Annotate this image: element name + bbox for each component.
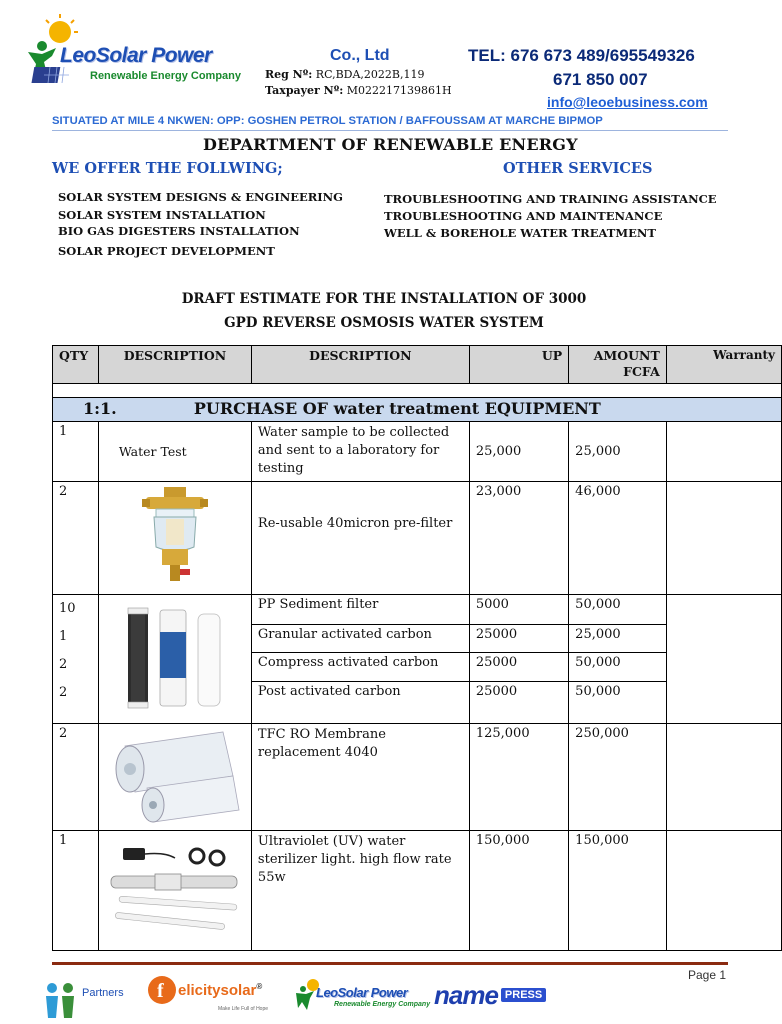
offer-list — [58, 188, 343, 260]
offer-item: SOLAR PROJECT DEVELOPMENT — [58, 244, 275, 258]
up-cell: 5000 — [469, 595, 568, 625]
company-suffix: Co., Ltd — [330, 47, 390, 64]
prefilter-image — [140, 485, 210, 587]
header-amount-label: AMOUNT — [593, 348, 660, 363]
up-cell: 25,000 — [469, 422, 568, 482]
header-up: UP — [469, 346, 568, 384]
uv-sterilizer-image — [105, 834, 245, 944]
telephone-line-2: 671 850 007 — [553, 70, 648, 89]
service-item: TROUBLESHOOTING AND MAINTENANCE — [384, 209, 663, 223]
footer-divider — [52, 962, 728, 965]
warranty-cell — [666, 482, 781, 595]
offer-item: SOLAR SYSTEM DESIGNS & ENGINEERING — [58, 190, 344, 204]
logo-title: LeoSolar Power — [60, 44, 212, 67]
table-row — [53, 422, 782, 482]
section-row — [53, 398, 782, 422]
qty-cell: 1 — [53, 422, 99, 482]
qty-value: 2 — [59, 685, 68, 700]
reg-value: RC,BDA,2022B,119 — [315, 68, 425, 81]
table-row — [53, 831, 782, 951]
header-amount — [569, 346, 667, 384]
header-divider — [52, 130, 728, 131]
item-image-cell — [98, 595, 251, 724]
up-cell: 150,000 — [469, 831, 568, 951]
item-image-cell — [98, 724, 251, 831]
amount-cell: 250,000 — [569, 724, 667, 831]
offer-item: BIO GAS DIGESTERS INSTALLATION — [58, 224, 300, 238]
amount-cell: 50,000 — [569, 682, 667, 724]
item-cell: Water Test — [98, 422, 251, 482]
header-qty: QTY — [53, 346, 99, 384]
ro-membrane-image — [105, 726, 245, 824]
reg-label: Reg Nº: — [265, 68, 313, 81]
spacer-row — [53, 384, 782, 398]
partners-icon — [42, 978, 78, 1024]
header-description-1: DESCRIPTION — [98, 346, 251, 384]
other-services-list — [384, 191, 717, 242]
amount-cell: 50,000 — [569, 595, 667, 625]
namepress-logo — [434, 980, 546, 1011]
up-cell: 23,000 — [469, 482, 568, 595]
amount-cell: 46,000 — [569, 482, 667, 595]
amount-cell: 50,000 — [569, 653, 667, 682]
table-row — [53, 595, 782, 625]
other-services-title: OTHER SERVICES — [503, 160, 653, 177]
taxpayer-label: Taxpayer Nº: — [265, 84, 344, 97]
svg-text:f: f — [157, 980, 164, 1002]
qty-cell: 2 — [53, 482, 99, 595]
logo-subtitle: Renewable Energy Company — [90, 70, 241, 82]
namepress-name: name — [434, 980, 498, 1010]
address-line: SITUATED AT MILE 4 NKWEN: OPP: GOSHEN PETROL STATION / BAFFOUSSAM AT MARCHE BIPMOP — [52, 115, 603, 127]
amount-cell: 150,000 — [569, 831, 667, 951]
estimate-table — [52, 345, 782, 951]
service-item: TROUBLESHOOTING AND TRAINING ASSISTANCE — [384, 192, 717, 206]
item-image-cell — [98, 831, 251, 951]
felicity-word: elicitysolar — [178, 982, 257, 999]
telephone-line-1: TEL: 676 673 489/695549326 — [468, 46, 695, 65]
warranty-cell — [666, 595, 781, 724]
item-image-cell — [98, 482, 251, 595]
estimate-title-line-2: GPD REVERSE OSMOSIS WATER SYSTEM — [224, 315, 544, 331]
qty-cell: 2 — [53, 724, 99, 831]
up-cell: 25000 — [469, 682, 568, 724]
up-cell: 125,000 — [469, 724, 568, 831]
spacer-cell — [53, 384, 782, 398]
qty-cell — [53, 595, 99, 724]
namepress-press: PRESS — [501, 988, 546, 1002]
amount-cell: 25,000 — [569, 625, 667, 653]
table-header-row — [53, 346, 782, 384]
reg-number — [265, 68, 425, 81]
taxpayer-value: M022217139861H — [346, 84, 452, 97]
description-cell: Compress activated carbon — [251, 653, 469, 682]
section-number: 1:1. — [83, 399, 117, 418]
offer-item: SOLAR SYSTEM INSTALLATION — [58, 208, 266, 222]
description-cell: Re-usable 40micron pre-filter — [251, 482, 469, 595]
description-cell: Granular activated carbon — [251, 625, 469, 653]
partners-label: Partners — [82, 987, 124, 999]
footer-leosolar-title: LeoSolar Power — [316, 985, 408, 1000]
email-link[interactable]: info@leoebusiness.com — [547, 94, 708, 110]
felicity-tagline: Make Life Full of Hope — [218, 1006, 269, 1012]
offer-title: WE OFFER THE FOLLWING; — [52, 160, 283, 177]
description-cell: TFC RO Membrane replacement 4040 — [251, 724, 469, 831]
page-number: Page 1 — [688, 968, 727, 982]
qty-value: 10 — [59, 601, 76, 616]
section-cell — [53, 398, 782, 422]
felicity-name — [178, 982, 262, 999]
table-row — [53, 482, 782, 595]
qty-value: 1 — [59, 629, 68, 644]
header-description-2: DESCRIPTION — [251, 346, 469, 384]
up-cell: 25000 — [469, 653, 568, 682]
header-warranty: Warranty — [666, 346, 781, 384]
registered-mark: ® — [256, 982, 263, 991]
description-cell: Ultraviolet (UV) water sterilizer light. high flow rate 55w — [251, 831, 469, 951]
qty-cell: 1 — [53, 831, 99, 951]
up-cell: 25000 — [469, 625, 568, 653]
estimate-title-line-1: DRAFT ESTIMATE FOR THE INSTALLATION OF 3000 — [181, 291, 587, 307]
footer-leosolar-subtitle: Renewable Energy Company — [334, 1001, 431, 1008]
table-row — [53, 724, 782, 831]
description-cell: Water sample to be collected and sent to a laboratory for testing — [251, 422, 469, 482]
filter-cartridges-image — [120, 602, 230, 712]
description-cell: PP Sediment filter — [251, 595, 469, 625]
warranty-cell — [666, 422, 781, 482]
header-amount-currency: FCFA — [623, 364, 660, 379]
warranty-cell — [666, 724, 781, 831]
section-title: PURCHASE OF water treatment EQUIPMENT — [193, 399, 601, 418]
qty-value: 2 — [59, 657, 68, 672]
description-cell: Post activated carbon — [251, 682, 469, 724]
felicity-logo — [146, 974, 178, 1010]
warranty-cell — [666, 831, 781, 951]
department-title: DEPARTMENT OF RENEWABLE ENERGY — [203, 135, 578, 154]
taxpayer-number — [265, 84, 452, 97]
service-item: WELL & BOREHOLE WATER TREATMENT — [384, 226, 656, 240]
amount-cell: 25,000 — [569, 422, 667, 482]
